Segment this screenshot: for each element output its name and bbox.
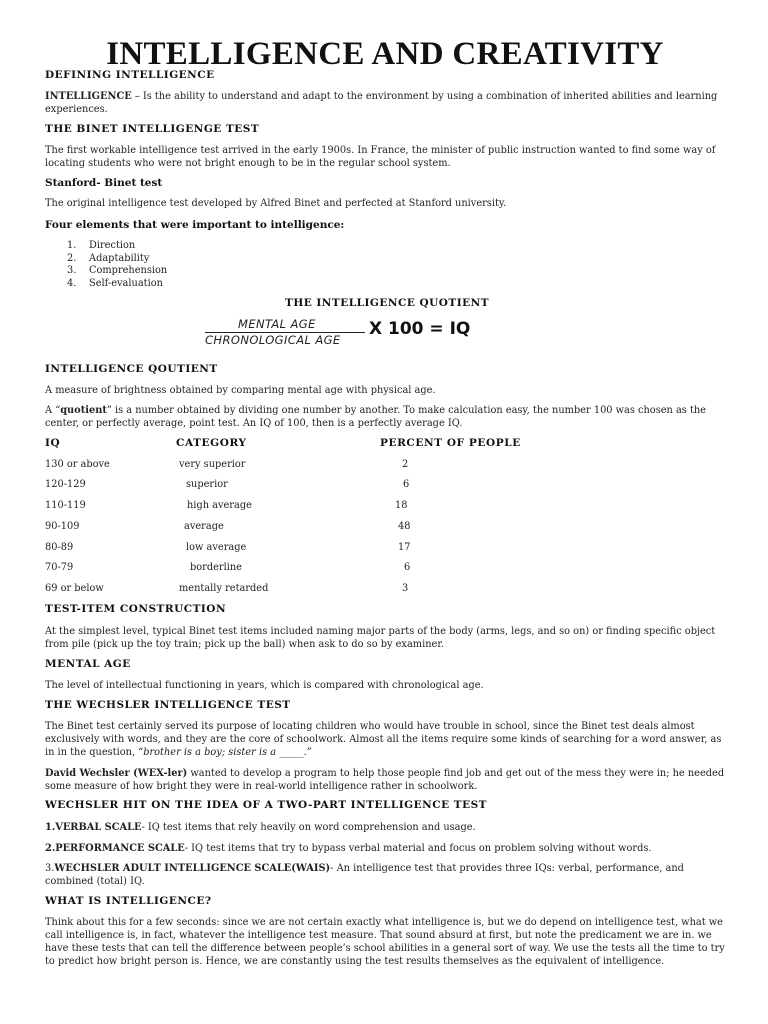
heading-what-is-intelligence: WHAT IS INTELLIGENCE?: [45, 895, 212, 907]
wais-term: WECHSLER ADULT INTELLIGENCE SCALE(WAIS): [54, 863, 331, 874]
performance-scale-term: 2.PERFORMANCE SCALE: [45, 843, 185, 854]
heading-binet-test: THE BINET INTELLIGENGE TEST: [45, 123, 260, 135]
quotient-paragraph: A “quotient” is a number obtained by dividing one number by another. To make calculation easy, the number 100 was chosen as the center, or perfectly average, point test. An IQ of 100, then is a perfectly average IQ.: [45, 405, 706, 429]
david-wechsler-pronunciation: (WEX-ler): [129, 768, 188, 779]
list-item: 4. Self-evaluation: [67, 277, 163, 289]
heading-intelligence-qoutient: INTELLIGENCE QOUTIENT: [45, 363, 218, 375]
table-row: 69 or below mentally retarded 3: [45, 583, 409, 594]
formula-denominator: CHRONOLOGICAL AGE: [205, 333, 341, 347]
heading-test-item-construction: TEST-ITEM CONSTRUCTION: [45, 603, 227, 615]
verbal-scale-term: 1.VERBAL SCALE: [45, 822, 142, 833]
formula-numerator: MENTAL AGE: [238, 317, 316, 331]
table-row: 130 or above very superior 2: [45, 459, 409, 470]
formula-result: X 100 = IQ: [369, 319, 471, 339]
heading-two-part-test: WECHSLER HIT ON THE IDEA OF A TWO-PART INTELLIGENCE TEST: [45, 799, 487, 811]
heading-wechsler-test: THE WECHSLER INTELLIGENCE TEST: [45, 699, 291, 711]
table-header-iq: IQ: [45, 437, 61, 449]
table-row: 120-129 superior 6: [45, 479, 410, 490]
what-is-intelligence-paragraph: Think about this for a few seconds: since we are not certain exactly what intelligence is, but we do depend on intelligence test, what we call intelligence is, in fact, whatever the intelligence test measure. That sound absurd at first, but note the predicament we are in. we have these tests that can tell the difference between people’s school abilities in a general sort of way. We use the tests all the time to try to predict how bright person is. Hence, we are constantly using the test results themselves as the equivalent of intelligence.: [45, 917, 725, 967]
intelligence-term: INTELLIGENCE: [45, 91, 132, 102]
four-elements-list: [67, 240, 167, 290]
table-header-category: CATEGORY: [176, 437, 247, 449]
iq-measure-text: A measure of brightness obtained by comparing mental age with physical age.: [45, 385, 436, 396]
binet-paragraph: The first workable intelligence test arrived in the early 1900s. In France, the minister of public instruction wanted to find some way of locating students who were not bright enough to be in the regular school system.: [45, 145, 716, 169]
verbal-scale-item: 1.VERBAL SCALE- IQ test items that rely heavily on word comprehension and usage.: [45, 822, 476, 833]
david-wechsler-name: David Wechsler: [45, 768, 130, 779]
example-question: “brother is a boy; sister is a _____.”: [138, 747, 312, 758]
test-item-paragraph: At the simplest level, typical Binet test items included naming major parts of the body (arms, legs, and so on) or finding specific object from pile (pick up the toy train; pick up the ball) when ask to do so by examiner.: [45, 626, 716, 650]
intelligence-text: – Is the ability to understand and adapt to the environment by using a combination of inherited abilities and learning experiences.: [45, 91, 718, 115]
list-item: 2. Adaptability: [67, 252, 150, 264]
heading-defining-intelligence: DEFINING INTELLIGENCE: [45, 69, 215, 81]
table-header-percent: PERCENT OF PEOPLE: [380, 437, 521, 449]
list-item: 1. Direction: [67, 240, 136, 251]
intelligence-definition: [45, 90, 725, 116]
document-title: INTELLIGENCE AND CREATIVITY: [106, 36, 664, 72]
table-row: 70-79 borderline 6: [45, 562, 411, 573]
table-row: 80-89 low average 17: [45, 542, 411, 553]
list-item: 3. Comprehension: [67, 265, 168, 277]
david-wechsler-paragraph: David Wechsler (WEX-ler) wanted to develop a program to help those people find job and get out of the mess they were in; he needed some measure of how bright they were in real-world intelligence rather in schoolwork.: [45, 768, 725, 792]
table-row: 110-119 high average 18: [45, 500, 408, 511]
heading-four-elements: Four elements that were important to intelligence:: [45, 219, 345, 231]
wais-item: 3.WECHSLER ADULT INTELLIGENCE SCALE(WAIS)- An intelligence test that provides three IQs: verbal, performance, and combined (total) IQ.: [45, 863, 684, 887]
wechsler-paragraph: The Binet test certainly served its purpose of locating children who would have trouble in school, since the Binet test deals almost exclusively with words, and they are the core of schoolwork. Almost all the items require some kinds of searching for a word answer, as in in the question, “brother is a boy; sister is a _____.”: [45, 721, 722, 758]
performance-scale-item: 2.PERFORMANCE SCALE- IQ test items that try to bypass verbal material and focus on problem solving without words.: [45, 843, 652, 854]
quotient-term: quotient: [60, 405, 107, 416]
heading-stanford-binet: Stanford- Binet test: [45, 177, 163, 189]
table-row: 90-109 average 48: [45, 521, 411, 532]
stanford-paragraph: The original intelligence test developed by Alfred Binet and perfected at Stanford university.: [45, 198, 507, 209]
mental-age-paragraph: The level of intellectual functioning in years, which is compared with chronological age.: [45, 680, 484, 691]
heading-mental-age: MENTAL AGE: [45, 658, 131, 670]
heading-intelligence-quotient: THE INTELLIGENCE QUOTIENT: [285, 297, 490, 309]
